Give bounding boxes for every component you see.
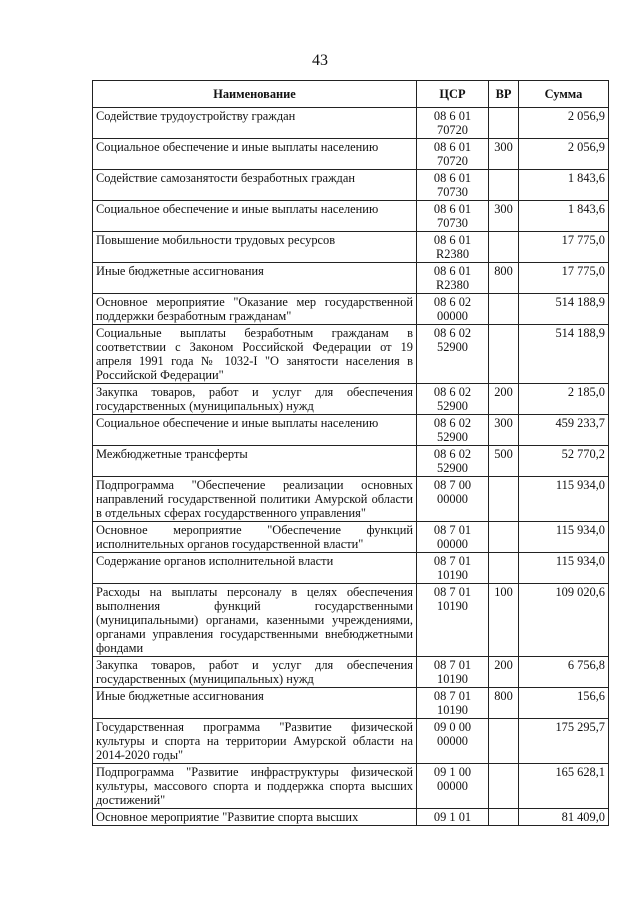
row-sum: 1 843,6 [519, 170, 609, 201]
row-vr: 100 [489, 584, 519, 657]
table-row [93, 232, 609, 263]
row-vr [489, 719, 519, 764]
row-sum: 165 628,1 [519, 764, 609, 809]
table-row [93, 201, 609, 232]
header-vr: ВР [489, 81, 519, 108]
row-name: Подпрограмма "Развитие инфраструктуры физической культуры, массового спорта и поддержка спорта высших достижений" [93, 764, 417, 809]
row-sum: 2 056,9 [519, 108, 609, 139]
row-name: Содействие самозанятости безработных граждан [93, 170, 417, 201]
table-row [93, 139, 609, 170]
row-csr: 08 6 02 52900 [417, 415, 489, 446]
row-vr [489, 294, 519, 325]
row-name: Расходы на выплаты персоналу в целях обеспечения выполнения функций государственными (муниципальными) органами, казенными учреждениями, органами управления государственными внебюджетными фондами [93, 584, 417, 657]
row-sum: 175 295,7 [519, 719, 609, 764]
row-vr: 300 [489, 415, 519, 446]
row-vr [489, 553, 519, 584]
table-row [93, 108, 609, 139]
row-name: Социальное обеспечение и иные выплаты населению [93, 201, 417, 232]
row-sum: 2 185,0 [519, 384, 609, 415]
row-name: Государственная программа "Развитие физической культуры и спорта на территории Амурской области на 2014-2020 годы" [93, 719, 417, 764]
row-csr: 08 6 01 70730 [417, 170, 489, 201]
row-csr: 08 7 01 10190 [417, 657, 489, 688]
row-sum: 115 934,0 [519, 522, 609, 553]
row-sum: 17 775,0 [519, 232, 609, 263]
header-name: Наименование [93, 81, 417, 108]
table-row [93, 809, 609, 826]
table-row [93, 719, 609, 764]
row-sum: 81 409,0 [519, 809, 609, 826]
row-csr: 08 6 02 52900 [417, 446, 489, 477]
row-sum: 52 770,2 [519, 446, 609, 477]
row-name: Содержание органов исполнительной власти [93, 553, 417, 584]
row-vr [489, 522, 519, 553]
row-name: Иные бюджетные ассигнования [93, 263, 417, 294]
row-sum: 514 188,9 [519, 294, 609, 325]
row-name: Содействие трудоустройству граждан [93, 108, 417, 139]
table-row [93, 657, 609, 688]
row-sum: 459 233,7 [519, 415, 609, 446]
table-row [93, 477, 609, 522]
row-csr: 08 6 01 70720 [417, 108, 489, 139]
header-sum: Сумма [519, 81, 609, 108]
row-csr: 08 6 01 R2380 [417, 232, 489, 263]
row-csr: 08 6 02 52900 [417, 325, 489, 384]
row-name: Межбюджетные трансферты [93, 446, 417, 477]
row-name: Закупка товаров, работ и услуг для обеспечения государственных (муниципальных) нужд [93, 384, 417, 415]
row-name: Основное мероприятие "Оказание мер государственной поддержки безработным гражданам" [93, 294, 417, 325]
table-row [93, 688, 609, 719]
row-csr: 09 1 01 [417, 809, 489, 826]
row-csr: 08 6 01 70720 [417, 139, 489, 170]
table-row [93, 446, 609, 477]
page-number: 43 [312, 52, 328, 69]
row-sum: 17 775,0 [519, 263, 609, 294]
row-sum: 115 934,0 [519, 477, 609, 522]
row-name: Социальное обеспечение и иные выплаты населению [93, 415, 417, 446]
table-header-row [93, 81, 609, 108]
row-name: Социальные выплаты безработным гражданам в соответствии с Законом Российской Федерации от 19 апреля 1991 года № 1032-I "О занятости населения в Российской Федерации" [93, 325, 417, 384]
table-body [93, 108, 609, 826]
row-vr [489, 170, 519, 201]
row-vr [489, 108, 519, 139]
row-csr: 08 7 01 10190 [417, 584, 489, 657]
row-sum: 156,6 [519, 688, 609, 719]
row-vr [489, 764, 519, 809]
row-vr: 800 [489, 263, 519, 294]
row-sum: 109 020,6 [519, 584, 609, 657]
row-sum: 514 188,9 [519, 325, 609, 384]
row-vr [489, 232, 519, 263]
table-row [93, 415, 609, 446]
row-vr: 300 [489, 139, 519, 170]
row-sum: 6 756,8 [519, 657, 609, 688]
row-csr: 08 6 01 R2380 [417, 263, 489, 294]
row-vr: 300 [489, 201, 519, 232]
row-name: Основное мероприятие "Обеспечение функций исполнительных органов государственной власти" [93, 522, 417, 553]
row-csr: 09 1 00 00000 [417, 764, 489, 809]
table-row [93, 384, 609, 415]
row-vr: 800 [489, 688, 519, 719]
row-name: Основное мероприятие "Развитие спорта высших [93, 809, 417, 826]
row-csr: 08 6 02 00000 [417, 294, 489, 325]
row-csr: 08 6 01 70730 [417, 201, 489, 232]
row-vr: 200 [489, 657, 519, 688]
table-row [93, 325, 609, 384]
row-name: Подпрограмма "Обеспечение реализации основных направлений государственной политики Амурской области в отдельных сферах государственного управления" [93, 477, 417, 522]
row-csr: 08 7 01 00000 [417, 522, 489, 553]
row-name: Повышение мобильности трудовых ресурсов [93, 232, 417, 263]
row-csr: 08 7 01 10190 [417, 553, 489, 584]
row-vr: 500 [489, 446, 519, 477]
table-row [93, 764, 609, 809]
row-name: Закупка товаров, работ и услуг для обеспечения государственных (муниципальных) нужд [93, 657, 417, 688]
row-vr [489, 809, 519, 826]
row-vr [489, 477, 519, 522]
table-row [93, 170, 609, 201]
row-csr: 08 7 00 00000 [417, 477, 489, 522]
row-name: Социальное обеспечение и иные выплаты населению [93, 139, 417, 170]
row-csr: 08 7 01 10190 [417, 688, 489, 719]
table-row [93, 263, 609, 294]
row-sum: 1 843,6 [519, 201, 609, 232]
table-row [93, 522, 609, 553]
row-vr [489, 325, 519, 384]
row-sum: 2 056,9 [519, 139, 609, 170]
table-row [93, 584, 609, 657]
row-name: Иные бюджетные ассигнования [93, 688, 417, 719]
row-vr: 200 [489, 384, 519, 415]
table-row [93, 294, 609, 325]
row-csr: 09 0 00 00000 [417, 719, 489, 764]
budget-table [92, 80, 609, 826]
header-csr: ЦСР [417, 81, 489, 108]
table-row [93, 553, 609, 584]
row-csr: 08 6 02 52900 [417, 384, 489, 415]
row-sum: 115 934,0 [519, 553, 609, 584]
